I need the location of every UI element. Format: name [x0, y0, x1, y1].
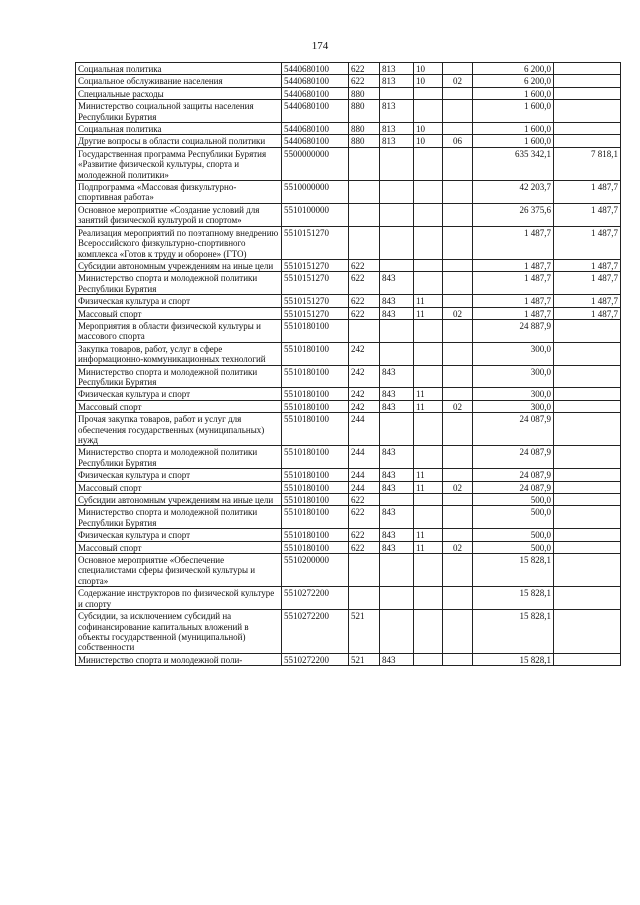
- row-name-cell: Закупка товаров, работ, услуг в сфере информационно-коммуникационных технологий: [76, 342, 282, 365]
- row-grbs-cell: [380, 87, 414, 99]
- row-grbs-cell: [380, 203, 414, 226]
- row-rz-cell: 11: [414, 400, 443, 412]
- table-row: [76, 653, 621, 665]
- row-sum1-cell: 24 087,9: [473, 469, 554, 481]
- row-pr-cell: [443, 100, 473, 123]
- row-sum2-cell: 1 487,7: [554, 226, 621, 259]
- row-vr-cell: 622: [349, 295, 380, 307]
- row-vr-cell: 244: [349, 481, 380, 493]
- row-vr-cell: 244: [349, 413, 380, 446]
- table-row: [76, 259, 621, 271]
- table-row: [76, 295, 621, 307]
- row-rz-cell: 10: [414, 63, 443, 75]
- row-rz-cell: 10: [414, 123, 443, 135]
- table-row: [76, 100, 621, 123]
- row-sum2-cell: [554, 506, 621, 529]
- row-name-cell: Основное мероприятие «Обеспечение специалистами сферы физической культуры и спорта»: [76, 554, 282, 587]
- table-row: [76, 342, 621, 365]
- row-sum2-cell: [554, 365, 621, 388]
- row-sum2-cell: 1 487,7: [554, 259, 621, 271]
- budget-table: [75, 62, 621, 666]
- row-rz-cell: 11: [414, 469, 443, 481]
- row-name-cell: Прочая закупка товаров, работ и услуг для обеспечения государственных (муниципальных) нужд: [76, 413, 282, 446]
- row-vr-cell: 622: [349, 63, 380, 75]
- row-vr-cell: [349, 181, 380, 204]
- row-csr-cell: 5510180100: [282, 400, 349, 412]
- row-rz-cell: [414, 259, 443, 271]
- row-csr-cell: 5500000000: [282, 147, 349, 180]
- row-name-cell: Массовый спорт: [76, 307, 282, 319]
- row-sum1-cell: 500,0: [473, 506, 554, 529]
- table-row: [76, 529, 621, 541]
- row-grbs-cell: [380, 413, 414, 446]
- row-csr-cell: 5510180100: [282, 446, 349, 469]
- row-pr-cell: [443, 123, 473, 135]
- row-pr-cell: [443, 319, 473, 342]
- row-sum2-cell: [554, 63, 621, 75]
- row-sum1-cell: 500,0: [473, 541, 554, 553]
- row-sum2-cell: [554, 529, 621, 541]
- row-rz-cell: [414, 272, 443, 295]
- row-pr-cell: [443, 147, 473, 180]
- row-vr-cell: [349, 147, 380, 180]
- row-pr-cell: [443, 203, 473, 226]
- row-sum1-cell: 500,0: [473, 494, 554, 506]
- row-vr-cell: [349, 319, 380, 342]
- row-rz-cell: [414, 203, 443, 226]
- row-csr-cell: 5510180100: [282, 506, 349, 529]
- row-vr-cell: 880: [349, 100, 380, 123]
- row-vr-cell: 242: [349, 365, 380, 388]
- row-name-cell: Физическая культура и спорт: [76, 388, 282, 400]
- row-pr-cell: 06: [443, 135, 473, 147]
- row-grbs-cell: [380, 147, 414, 180]
- row-pr-cell: [443, 87, 473, 99]
- row-name-cell: Содержание инструкторов по физической культуре и спорту: [76, 587, 282, 610]
- row-vr-cell: 622: [349, 307, 380, 319]
- row-grbs-cell: [380, 587, 414, 610]
- row-pr-cell: [443, 610, 473, 654]
- row-csr-cell: 5510000000: [282, 181, 349, 204]
- table-row: [76, 400, 621, 412]
- row-csr-cell: 5510151270: [282, 295, 349, 307]
- row-sum1-cell: 15 828,1: [473, 587, 554, 610]
- row-grbs-cell: [380, 610, 414, 654]
- row-rz-cell: [414, 100, 443, 123]
- row-name-cell: Субсидии автономным учреждениям на иные цели: [76, 494, 282, 506]
- row-sum2-cell: [554, 587, 621, 610]
- row-grbs-cell: 813: [380, 123, 414, 135]
- row-pr-cell: [443, 226, 473, 259]
- row-rz-cell: [414, 653, 443, 665]
- row-name-cell: Социальная политика: [76, 123, 282, 135]
- row-sum2-cell: [554, 494, 621, 506]
- row-csr-cell: 5510180100: [282, 541, 349, 553]
- row-sum2-cell: [554, 481, 621, 493]
- row-pr-cell: [443, 342, 473, 365]
- row-sum2-cell: [554, 123, 621, 135]
- row-name-cell: Министерство спорта и молодежной политики Республики Бурятия: [76, 506, 282, 529]
- table-row: [76, 469, 621, 481]
- row-grbs-cell: 813: [380, 63, 414, 75]
- row-sum1-cell: 1 600,0: [473, 100, 554, 123]
- row-csr-cell: 5510180100: [282, 494, 349, 506]
- row-pr-cell: 02: [443, 75, 473, 87]
- row-grbs-cell: 843: [380, 400, 414, 412]
- row-name-cell: Министерство спорта и молодежной поли-: [76, 653, 282, 665]
- row-sum2-cell: [554, 400, 621, 412]
- table-row: [76, 135, 621, 147]
- row-sum2-cell: 1 487,7: [554, 295, 621, 307]
- table-row: [76, 388, 621, 400]
- table-row: [76, 506, 621, 529]
- row-sum2-cell: [554, 610, 621, 654]
- row-name-cell: Министерство спорта и молодежной политики Республики Бурятия: [76, 446, 282, 469]
- row-rz-cell: [414, 587, 443, 610]
- row-sum1-cell: 6 200,0: [473, 63, 554, 75]
- row-grbs-cell: [380, 259, 414, 271]
- row-sum1-cell: 1 600,0: [473, 135, 554, 147]
- row-sum1-cell: 24 087,9: [473, 413, 554, 446]
- row-vr-cell: 242: [349, 388, 380, 400]
- row-grbs-cell: 843: [380, 446, 414, 469]
- row-csr-cell: 5440680100: [282, 63, 349, 75]
- row-grbs-cell: [380, 494, 414, 506]
- row-name-cell: Физическая культура и спорт: [76, 469, 282, 481]
- table-row: [76, 123, 621, 135]
- row-rz-cell: [414, 413, 443, 446]
- row-sum1-cell: 24 887,9: [473, 319, 554, 342]
- row-csr-cell: 5440680100: [282, 75, 349, 87]
- row-grbs-cell: 843: [380, 529, 414, 541]
- row-rz-cell: [414, 342, 443, 365]
- row-sum1-cell: 500,0: [473, 529, 554, 541]
- row-csr-cell: 5510200000: [282, 554, 349, 587]
- row-grbs-cell: 843: [380, 272, 414, 295]
- row-rz-cell: [414, 610, 443, 654]
- row-vr-cell: 880: [349, 135, 380, 147]
- row-vr-cell: [349, 226, 380, 259]
- row-grbs-cell: [380, 181, 414, 204]
- row-vr-cell: 622: [349, 541, 380, 553]
- row-name-cell: Основное мероприятие «Создание условий для занятий физической культурой и спортом»: [76, 203, 282, 226]
- table-row: [76, 541, 621, 553]
- row-csr-cell: 5510272200: [282, 653, 349, 665]
- row-rz-cell: [414, 181, 443, 204]
- row-sum2-cell: [554, 75, 621, 87]
- table-row: [76, 75, 621, 87]
- row-grbs-cell: [380, 554, 414, 587]
- row-grbs-cell: 843: [380, 481, 414, 493]
- row-pr-cell: 02: [443, 400, 473, 412]
- table-row: [76, 203, 621, 226]
- row-grbs-cell: [380, 342, 414, 365]
- row-vr-cell: 244: [349, 446, 380, 469]
- row-grbs-cell: [380, 319, 414, 342]
- row-sum2-cell: [554, 469, 621, 481]
- row-vr-cell: 242: [349, 342, 380, 365]
- row-grbs-cell: 813: [380, 75, 414, 87]
- row-csr-cell: 5440680100: [282, 135, 349, 147]
- row-grbs-cell: 843: [380, 653, 414, 665]
- row-sum2-cell: [554, 653, 621, 665]
- row-sum2-cell: 1 487,7: [554, 181, 621, 204]
- row-pr-cell: [443, 259, 473, 271]
- row-csr-cell: 5510100000: [282, 203, 349, 226]
- row-grbs-cell: 843: [380, 506, 414, 529]
- table-row: [76, 413, 621, 446]
- table-row: [76, 446, 621, 469]
- row-name-cell: Мероприятия в области физической культуры и массового спорта: [76, 319, 282, 342]
- row-csr-cell: 5440680100: [282, 123, 349, 135]
- row-vr-cell: 622: [349, 272, 380, 295]
- row-sum1-cell: 1 600,0: [473, 123, 554, 135]
- row-sum1-cell: 1 487,7: [473, 226, 554, 259]
- row-csr-cell: 5510180100: [282, 365, 349, 388]
- row-name-cell: Физическая культура и спорт: [76, 295, 282, 307]
- table-row: [76, 87, 621, 99]
- row-pr-cell: [443, 653, 473, 665]
- row-csr-cell: 5510180100: [282, 481, 349, 493]
- row-rz-cell: 11: [414, 529, 443, 541]
- row-pr-cell: [443, 272, 473, 295]
- row-pr-cell: [443, 63, 473, 75]
- row-pr-cell: [443, 413, 473, 446]
- row-sum2-cell: [554, 342, 621, 365]
- row-csr-cell: 5510180100: [282, 413, 349, 446]
- row-rz-cell: 11: [414, 541, 443, 553]
- row-sum2-cell: [554, 554, 621, 587]
- row-vr-cell: 880: [349, 87, 380, 99]
- row-vr-cell: 244: [349, 469, 380, 481]
- row-sum1-cell: 24 087,9: [473, 481, 554, 493]
- row-sum2-cell: [554, 100, 621, 123]
- row-vr-cell: 622: [349, 506, 380, 529]
- row-csr-cell: 5510180100: [282, 529, 349, 541]
- row-pr-cell: [443, 469, 473, 481]
- row-rz-cell: 11: [414, 481, 443, 493]
- row-pr-cell: 02: [443, 481, 473, 493]
- row-pr-cell: [443, 529, 473, 541]
- row-sum1-cell: 1 487,7: [473, 295, 554, 307]
- row-rz-cell: [414, 554, 443, 587]
- row-grbs-cell: 813: [380, 100, 414, 123]
- row-sum1-cell: 1 487,7: [473, 307, 554, 319]
- row-csr-cell: 5510151270: [282, 259, 349, 271]
- row-rz-cell: [414, 147, 443, 180]
- row-name-cell: Министерство социальной защиты населения Республики Бурятия: [76, 100, 282, 123]
- row-rz-cell: [414, 446, 443, 469]
- row-pr-cell: [443, 506, 473, 529]
- row-rz-cell: [414, 365, 443, 388]
- row-grbs-cell: 843: [380, 295, 414, 307]
- row-sum2-cell: [554, 135, 621, 147]
- row-csr-cell: 5440680100: [282, 87, 349, 99]
- row-sum1-cell: 26 375,6: [473, 203, 554, 226]
- row-vr-cell: 521: [349, 610, 380, 654]
- row-vr-cell: [349, 554, 380, 587]
- row-sum1-cell: 300,0: [473, 365, 554, 388]
- table-row: [76, 307, 621, 319]
- row-sum1-cell: 1 487,7: [473, 272, 554, 295]
- row-name-cell: Массовый спорт: [76, 481, 282, 493]
- row-grbs-cell: 843: [380, 541, 414, 553]
- row-pr-cell: [443, 181, 473, 204]
- row-name-cell: Подпрограмма «Массовая физкультурно-спортивная работа»: [76, 181, 282, 204]
- row-pr-cell: 02: [443, 307, 473, 319]
- row-rz-cell: 10: [414, 75, 443, 87]
- row-grbs-cell: 843: [380, 469, 414, 481]
- row-grbs-cell: 843: [380, 307, 414, 319]
- row-name-cell: Социальная политика: [76, 63, 282, 75]
- budget-table-body: [76, 63, 621, 666]
- table-row: [76, 554, 621, 587]
- row-csr-cell: 5510180100: [282, 342, 349, 365]
- row-name-cell: Министерство спорта и молодежной политики Республики Бурятия: [76, 365, 282, 388]
- row-csr-cell: 5510180100: [282, 388, 349, 400]
- table-row: [76, 494, 621, 506]
- row-pr-cell: [443, 365, 473, 388]
- row-vr-cell: 242: [349, 400, 380, 412]
- row-vr-cell: 622: [349, 259, 380, 271]
- row-sum2-cell: [554, 446, 621, 469]
- row-rz-cell: [414, 87, 443, 99]
- row-vr-cell: 521: [349, 653, 380, 665]
- row-vr-cell: [349, 587, 380, 610]
- row-sum1-cell: 6 200,0: [473, 75, 554, 87]
- table-row: [76, 319, 621, 342]
- row-rz-cell: [414, 226, 443, 259]
- table-row: [76, 147, 621, 180]
- row-pr-cell: [443, 554, 473, 587]
- row-sum2-cell: [554, 319, 621, 342]
- row-grbs-cell: 843: [380, 388, 414, 400]
- row-csr-cell: 5510180100: [282, 319, 349, 342]
- table-row: [76, 481, 621, 493]
- row-csr-cell: 5510151270: [282, 272, 349, 295]
- row-sum2-cell: [554, 87, 621, 99]
- row-sum2-cell: 1 487,7: [554, 203, 621, 226]
- row-rz-cell: [414, 506, 443, 529]
- row-sum1-cell: 42 203,7: [473, 181, 554, 204]
- table-row: [76, 272, 621, 295]
- row-pr-cell: [443, 295, 473, 307]
- table-row: [76, 181, 621, 204]
- row-pr-cell: 02: [443, 541, 473, 553]
- row-sum1-cell: 15 828,1: [473, 610, 554, 654]
- row-csr-cell: 5510151270: [282, 307, 349, 319]
- row-sum2-cell: [554, 413, 621, 446]
- row-vr-cell: 880: [349, 123, 380, 135]
- row-pr-cell: [443, 388, 473, 400]
- row-name-cell: Государственная программа Республики Бурятия «Развитие физической культуры, спорта и молодежной политики»: [76, 147, 282, 180]
- row-grbs-cell: [380, 226, 414, 259]
- row-csr-cell: 5510272200: [282, 587, 349, 610]
- row-grbs-cell: 843: [380, 365, 414, 388]
- row-sum1-cell: 1 487,7: [473, 259, 554, 271]
- row-sum2-cell: [554, 388, 621, 400]
- row-rz-cell: 11: [414, 295, 443, 307]
- table-row: [76, 63, 621, 75]
- row-csr-cell: 5510272200: [282, 610, 349, 654]
- table-row: [76, 610, 621, 654]
- row-rz-cell: 11: [414, 307, 443, 319]
- row-sum1-cell: 300,0: [473, 400, 554, 412]
- row-pr-cell: [443, 494, 473, 506]
- row-vr-cell: 622: [349, 494, 380, 506]
- row-sum1-cell: 635 342,1: [473, 147, 554, 180]
- row-name-cell: Субсидии, за исключением субсидий на софинансирование капитальных вложений в объекты государственной (муниципальной) собственности: [76, 610, 282, 654]
- row-rz-cell: [414, 319, 443, 342]
- row-name-cell: Специальные расходы: [76, 87, 282, 99]
- table-row: [76, 365, 621, 388]
- row-sum2-cell: [554, 541, 621, 553]
- row-name-cell: Другие вопросы в области социальной политики: [76, 135, 282, 147]
- row-sum2-cell: 1 487,7: [554, 272, 621, 295]
- row-rz-cell: 11: [414, 388, 443, 400]
- row-name-cell: Социальное обслуживание населения: [76, 75, 282, 87]
- row-vr-cell: 622: [349, 529, 380, 541]
- row-sum1-cell: 300,0: [473, 342, 554, 365]
- row-sum1-cell: 15 828,1: [473, 554, 554, 587]
- table-row: [76, 587, 621, 610]
- row-name-cell: Реализация мероприятий по поэтапному внедрению Всероссийского физкультурно-спортивного комплекса «Готов к труду и обороне» (ГТО): [76, 226, 282, 259]
- row-pr-cell: [443, 587, 473, 610]
- row-sum1-cell: 24 087,9: [473, 446, 554, 469]
- row-csr-cell: 5510151270: [282, 226, 349, 259]
- table-row: [76, 226, 621, 259]
- row-name-cell: Субсидии автономным учреждениям на иные цели: [76, 259, 282, 271]
- row-name-cell: Массовый спорт: [76, 400, 282, 412]
- row-vr-cell: [349, 203, 380, 226]
- page-number: 174: [311, 40, 329, 52]
- row-grbs-cell: 813: [380, 135, 414, 147]
- row-vr-cell: 622: [349, 75, 380, 87]
- row-name-cell: Массовый спорт: [76, 541, 282, 553]
- row-csr-cell: 5510180100: [282, 469, 349, 481]
- row-sum1-cell: 1 600,0: [473, 87, 554, 99]
- row-rz-cell: [414, 494, 443, 506]
- row-rz-cell: 10: [414, 135, 443, 147]
- row-name-cell: Физическая культура и спорт: [76, 529, 282, 541]
- row-pr-cell: [443, 446, 473, 469]
- row-sum2-cell: 7 818,1: [554, 147, 621, 180]
- row-sum2-cell: 1 487,7: [554, 307, 621, 319]
- row-sum1-cell: 300,0: [473, 388, 554, 400]
- row-csr-cell: 5440680100: [282, 100, 349, 123]
- row-name-cell: Министерство спорта и молодежной политики Республики Бурятия: [76, 272, 282, 295]
- row-sum1-cell: 15 828,1: [473, 653, 554, 665]
